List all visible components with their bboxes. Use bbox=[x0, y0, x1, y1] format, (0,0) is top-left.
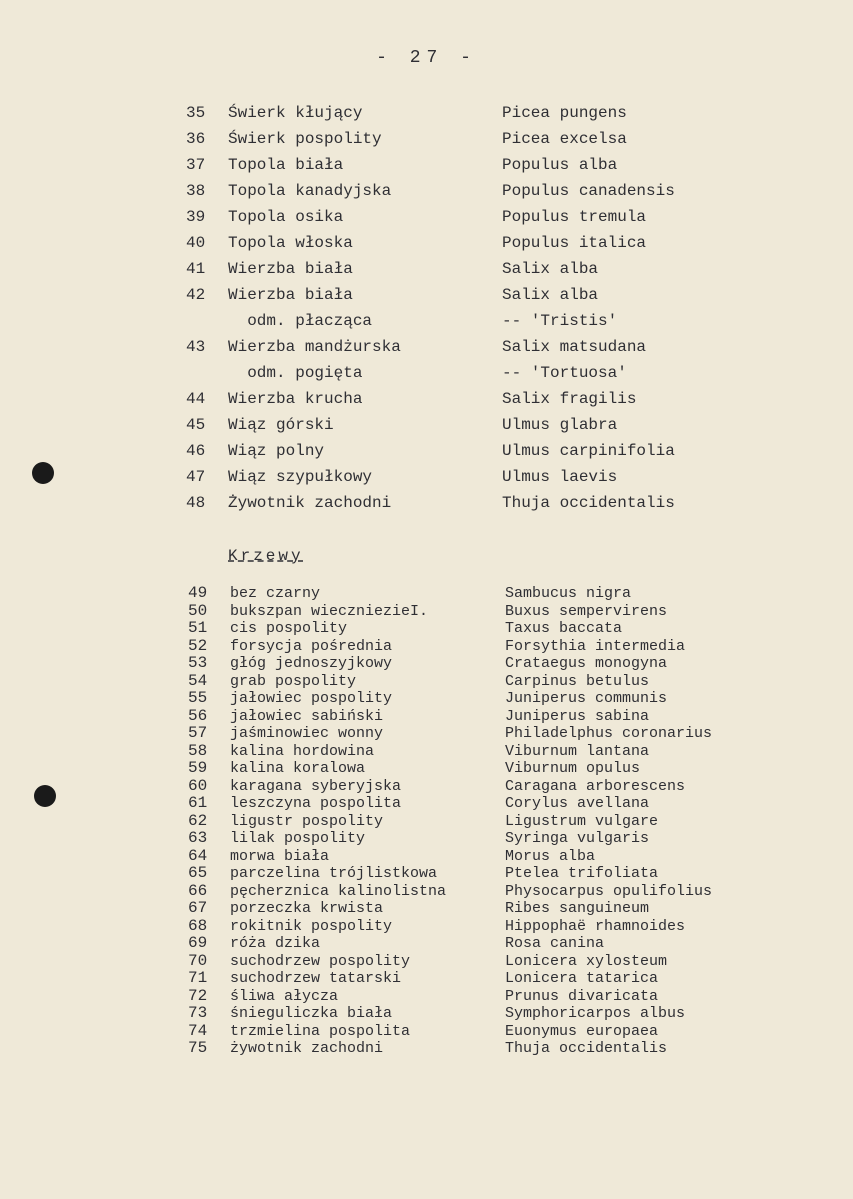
list-item bbox=[0, 207, 853, 233]
latin-name: Prunus divaricata bbox=[505, 987, 659, 1005]
list-item bbox=[0, 725, 853, 743]
list-item bbox=[0, 181, 853, 207]
polish-name: rokitnik pospolity bbox=[230, 917, 393, 935]
polish-name: róża dzika bbox=[230, 935, 321, 952]
latin-name: Thuja occidentalis bbox=[502, 494, 675, 512]
latin-name: Ulmus laevis bbox=[502, 468, 618, 486]
list-item bbox=[0, 743, 853, 761]
polish-name: cis pospolity bbox=[230, 620, 348, 637]
polish-name: głóg jednoszyjkowy bbox=[230, 655, 393, 672]
polish-name: odm. pogięta bbox=[228, 364, 363, 382]
polish-name: grab pospolity bbox=[230, 672, 357, 690]
latin-name: Salix fragilis bbox=[502, 390, 637, 408]
item-number: 72 bbox=[188, 986, 208, 1005]
latin-name: Ulmus glabra bbox=[502, 416, 618, 434]
latin-name: Juniperus sabina bbox=[505, 707, 650, 725]
item-number: 56 bbox=[188, 706, 208, 725]
latin-name: Corylus avellana bbox=[505, 795, 650, 812]
item-number: 48 bbox=[186, 494, 206, 512]
polish-name: kalina koralowa bbox=[230, 760, 366, 777]
latin-name: Physocarpus opulifolius bbox=[505, 882, 713, 900]
item-number: 42 bbox=[186, 286, 206, 304]
latin-name: Salix matsudana bbox=[502, 338, 647, 356]
latin-name: Forsythia intermedia bbox=[505, 637, 686, 655]
item-number: 52 bbox=[188, 636, 208, 655]
polish-name: kalina hordowina bbox=[230, 742, 375, 760]
shrub-list bbox=[0, 585, 853, 1058]
polish-name: śliwa ałycza bbox=[230, 987, 339, 1005]
list-item bbox=[0, 673, 853, 691]
latin-name: Ribes sanguineum bbox=[505, 900, 650, 917]
latin-name: Viburnum opulus bbox=[505, 760, 641, 777]
list-item bbox=[0, 953, 853, 971]
item-number: 50 bbox=[188, 601, 208, 620]
polish-name: Topola włoska bbox=[228, 234, 353, 252]
item-number: 57 bbox=[188, 724, 208, 742]
polish-name: Topola biała bbox=[228, 156, 344, 174]
list-item bbox=[0, 103, 853, 129]
list-item bbox=[0, 970, 853, 988]
item-number: 43 bbox=[186, 338, 206, 356]
polish-name: parczelina trójlistkowa bbox=[230, 865, 438, 882]
item-number: 67 bbox=[188, 899, 208, 917]
latin-name: Thuja occidentalis bbox=[505, 1040, 668, 1057]
latin-name: Populus canadensis bbox=[502, 182, 675, 200]
polish-name: odm. płacząca bbox=[228, 312, 373, 330]
list-item bbox=[0, 848, 853, 866]
latin-name: Ligustrum vulgare bbox=[505, 812, 659, 830]
polish-name: Wiąz szypułkowy bbox=[228, 468, 373, 486]
list-item bbox=[0, 389, 853, 415]
list-item bbox=[0, 337, 853, 363]
list-item bbox=[0, 441, 853, 467]
list-item bbox=[0, 813, 853, 831]
list-item bbox=[0, 259, 853, 285]
polish-name: Wierzba biała bbox=[228, 286, 353, 304]
latin-name: Populus italica bbox=[502, 234, 647, 252]
polish-name: śnieguliczka biała bbox=[230, 1005, 393, 1022]
latin-name: Lonicera xylosteum bbox=[505, 952, 668, 970]
latin-name: Euonymus europaea bbox=[505, 1022, 659, 1040]
latin-name: Syringa vulgaris bbox=[505, 830, 650, 847]
item-number: 53 bbox=[188, 654, 208, 672]
polish-name: Topola kanadyjska bbox=[228, 182, 392, 200]
polish-name: porzeczka krwista bbox=[230, 900, 384, 917]
list-item bbox=[0, 1005, 853, 1023]
polish-name: Wierzba biała bbox=[228, 260, 353, 278]
item-number: 51 bbox=[188, 619, 208, 637]
list-item bbox=[0, 415, 853, 441]
latin-name: Buxus sempervirens bbox=[505, 602, 668, 620]
item-number: 44 bbox=[186, 390, 206, 408]
polish-name: morwa biała bbox=[230, 847, 330, 865]
latin-name: Morus alba bbox=[505, 847, 596, 865]
item-number: 38 bbox=[186, 182, 206, 200]
polish-name: Żywotnik zachodni bbox=[228, 494, 392, 512]
item-number: 36 bbox=[186, 130, 206, 148]
item-number: 35 bbox=[186, 104, 206, 122]
polish-name: Świerk pospolity bbox=[228, 130, 382, 148]
latin-name: Populus alba bbox=[502, 156, 618, 174]
item-number: 58 bbox=[188, 741, 208, 760]
latin-name: Ptelea trifoliata bbox=[505, 865, 659, 882]
polish-name: bez czarny bbox=[230, 585, 321, 602]
list-item bbox=[0, 129, 853, 155]
latin-name: Taxus baccata bbox=[505, 620, 623, 637]
item-number: 47 bbox=[186, 468, 206, 486]
latin-name: Carpinus betulus bbox=[505, 672, 650, 690]
polish-name: Wierzba krucha bbox=[228, 390, 363, 408]
list-item bbox=[0, 233, 853, 259]
item-number: 73 bbox=[188, 1004, 208, 1022]
latin-name: Picea excelsa bbox=[502, 130, 627, 148]
polish-name: forsycja pośrednia bbox=[230, 637, 393, 655]
latin-name: Picea pungens bbox=[502, 104, 627, 122]
latin-name: -- 'Tristis' bbox=[502, 312, 618, 330]
list-item bbox=[0, 988, 853, 1006]
item-number: 65 bbox=[188, 864, 208, 882]
polish-name: suchodrzew tatarski bbox=[230, 970, 402, 987]
list-item bbox=[0, 865, 853, 883]
polish-name: Świerk kłujący bbox=[228, 104, 363, 122]
list-item bbox=[0, 708, 853, 726]
polish-name: żywotnik zachodni bbox=[230, 1040, 384, 1057]
polish-name: suchodrzew pospolity bbox=[230, 952, 411, 970]
item-number: 46 bbox=[186, 442, 206, 460]
item-number: 39 bbox=[186, 208, 206, 226]
item-number: 55 bbox=[188, 689, 208, 707]
list-item bbox=[0, 655, 853, 673]
list-item bbox=[0, 638, 853, 656]
polish-name: lilak pospolity bbox=[230, 830, 366, 847]
polish-name: karagana syberyjska bbox=[230, 777, 402, 795]
polish-name: pęcherznica kalinolistna bbox=[230, 882, 447, 900]
latin-name: Sambucus nigra bbox=[505, 585, 632, 602]
item-number: 41 bbox=[186, 260, 206, 278]
item-number: 49 bbox=[188, 584, 208, 602]
item-number: 54 bbox=[188, 671, 208, 690]
item-number: 63 bbox=[188, 829, 208, 847]
latin-name: Salix alba bbox=[502, 260, 599, 278]
item-number: 68 bbox=[188, 916, 208, 935]
list-item bbox=[0, 690, 853, 708]
polish-name: trzmielina pospolita bbox=[230, 1022, 411, 1040]
latin-name: Hippophaë rhamnoides bbox=[505, 917, 686, 935]
item-number: 40 bbox=[186, 234, 206, 252]
latin-name: Ulmus carpinifolia bbox=[502, 442, 675, 460]
item-number: 71 bbox=[188, 969, 208, 987]
list-item bbox=[0, 900, 853, 918]
list-item bbox=[0, 883, 853, 901]
list-item bbox=[0, 311, 853, 337]
latin-name: Juniperus communis bbox=[505, 690, 668, 707]
latin-name: Viburnum lantana bbox=[505, 742, 650, 760]
list-item bbox=[0, 493, 853, 519]
item-number: 37 bbox=[186, 156, 206, 174]
item-number: 64 bbox=[188, 846, 208, 865]
polish-name: ligustr pospolity bbox=[230, 812, 384, 830]
latin-name: -- 'Tortuosa' bbox=[502, 364, 627, 382]
polish-name: jałowiec sabiński bbox=[230, 707, 384, 725]
latin-name: Crataegus monogyna bbox=[505, 655, 668, 672]
list-item bbox=[0, 1023, 853, 1041]
item-number: 61 bbox=[188, 794, 208, 812]
polish-name: jaśminowiec wonny bbox=[230, 725, 384, 742]
latin-name: Lonicera tatarica bbox=[505, 970, 659, 987]
list-item bbox=[0, 363, 853, 389]
latin-name: Populus tremula bbox=[502, 208, 647, 226]
polish-name: Topola osika bbox=[228, 208, 344, 226]
section-heading-shrubs: Krzewy bbox=[228, 547, 304, 565]
polish-name: leszczyna pospolita bbox=[230, 795, 402, 812]
polish-name: Wierzba mandżurska bbox=[228, 338, 401, 356]
list-item bbox=[0, 585, 853, 603]
list-item bbox=[0, 795, 853, 813]
latin-name: Philadelphus coronarius bbox=[505, 725, 713, 742]
item-number: 60 bbox=[188, 776, 208, 795]
list-item bbox=[0, 1040, 853, 1058]
item-number: 69 bbox=[188, 934, 208, 952]
tree-list bbox=[0, 103, 853, 519]
item-number: 59 bbox=[188, 759, 208, 777]
polish-name: Wiąz górski bbox=[228, 416, 334, 434]
item-number: 45 bbox=[186, 416, 206, 434]
list-item bbox=[0, 935, 853, 953]
list-item bbox=[0, 830, 853, 848]
item-number: 75 bbox=[188, 1039, 208, 1057]
latin-name: Salix alba bbox=[502, 286, 599, 304]
item-number: 66 bbox=[188, 881, 208, 900]
list-item bbox=[0, 155, 853, 181]
polish-name: Wiąz polny bbox=[228, 442, 325, 460]
list-item bbox=[0, 467, 853, 493]
list-item bbox=[0, 778, 853, 796]
page-number: - 27 - bbox=[376, 48, 477, 68]
item-number: 62 bbox=[188, 811, 208, 830]
latin-name: Symphoricarpos albus bbox=[505, 1005, 686, 1022]
latin-name: Caragana arborescens bbox=[505, 777, 686, 795]
item-number: 70 bbox=[188, 951, 208, 970]
polish-name: jałowiec pospolity bbox=[230, 690, 393, 707]
list-item bbox=[0, 285, 853, 311]
list-item bbox=[0, 918, 853, 936]
list-item bbox=[0, 760, 853, 778]
polish-name: bukszpan wieczniezieI. bbox=[230, 602, 429, 620]
list-item bbox=[0, 620, 853, 638]
latin-name: Rosa canina bbox=[505, 935, 605, 952]
item-number: 74 bbox=[188, 1021, 208, 1040]
list-item bbox=[0, 603, 853, 621]
